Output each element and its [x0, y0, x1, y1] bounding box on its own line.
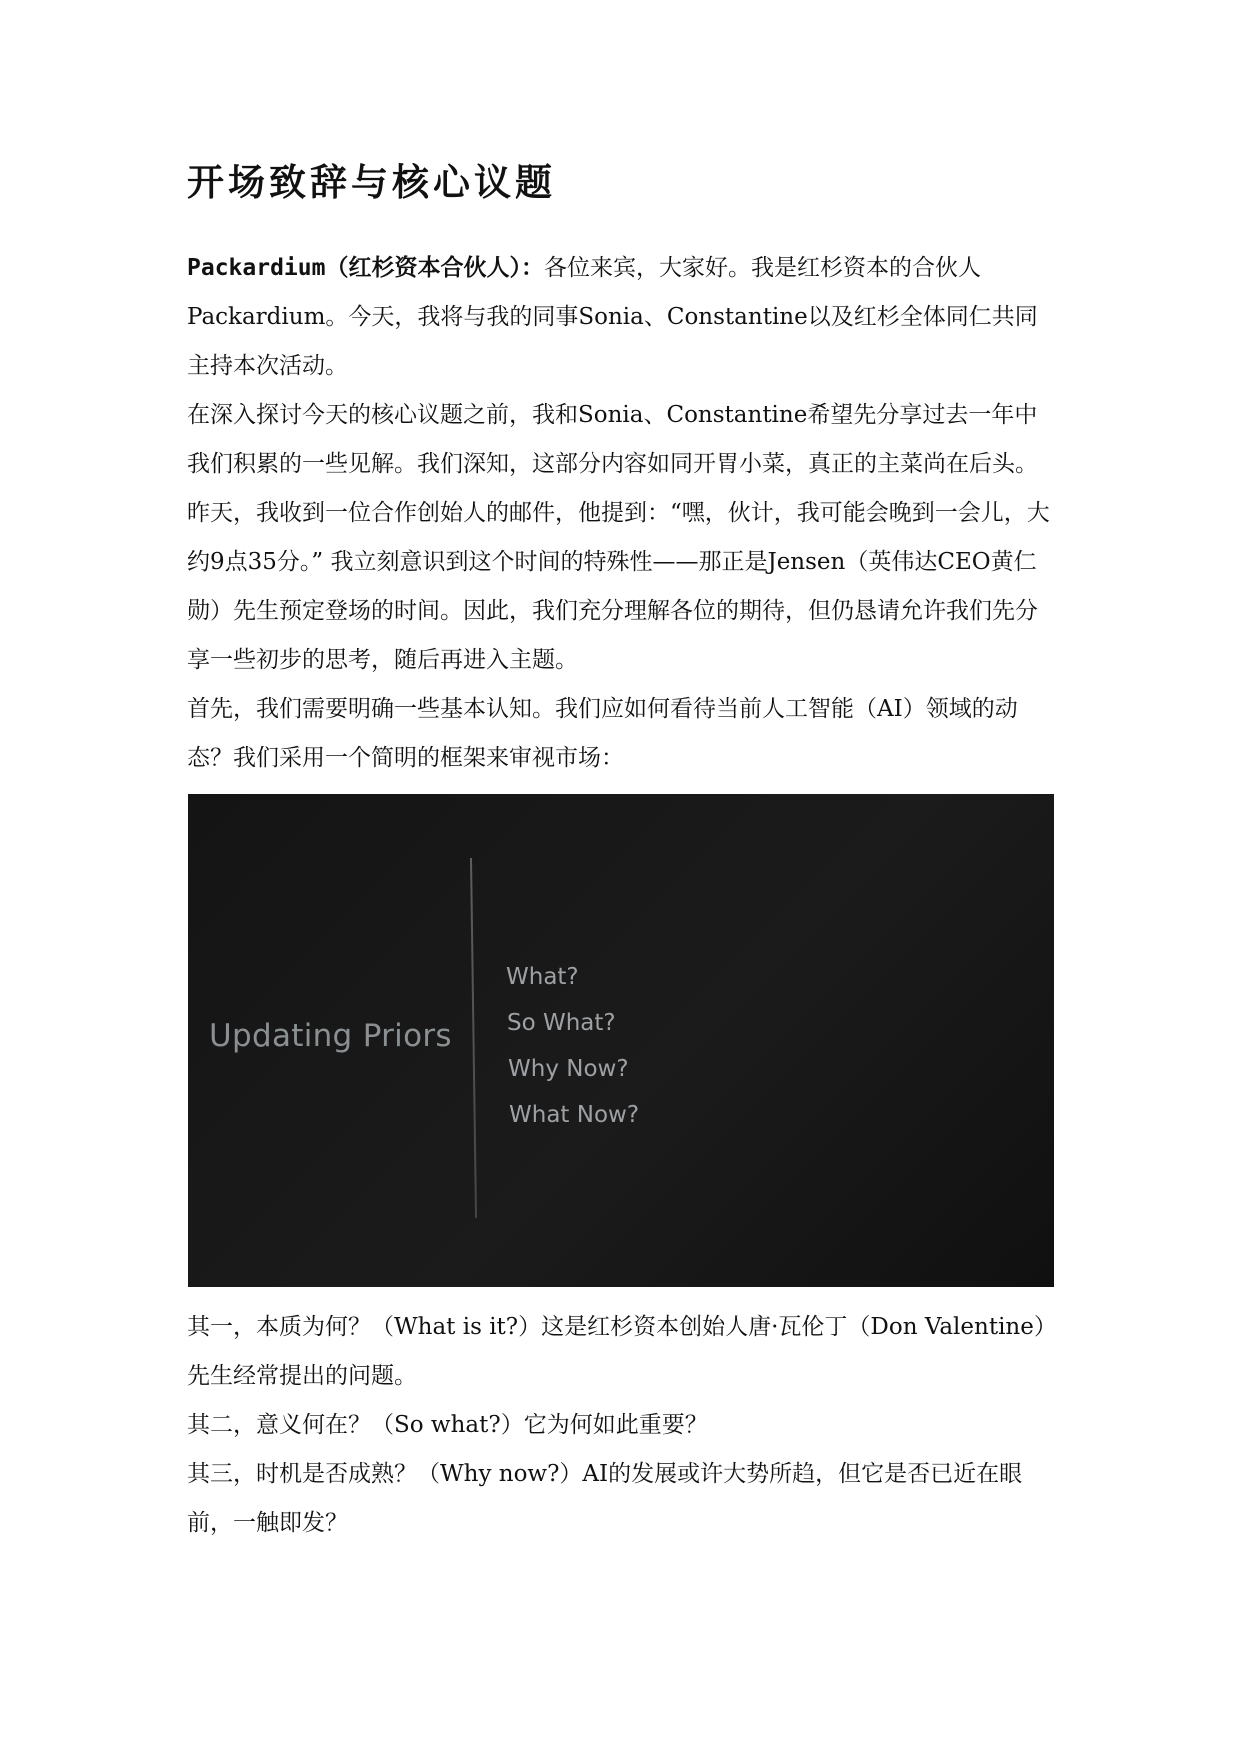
- slide-divider-line: [470, 858, 477, 1218]
- slide-question-item: What?: [506, 964, 579, 990]
- framework-intro-paragraph: 首先，我们需要明确一些基本认知。我们应如何看待当前人工智能（AI）领域的动态？我们采用一个简明的框架来审视市场：: [187, 696, 1018, 771]
- question-why-now: 其三，时机是否成熟？（Why now?）AI的发展或许大势所趋，但它是否已近在眼前，一触即发？: [187, 1461, 1023, 1536]
- slide-question-item: Why Now?: [508, 1056, 629, 1082]
- speaker-label: Packardium（红杉资本合伙人）：: [187, 255, 544, 281]
- slide-title: Updating Priors: [209, 1018, 452, 1054]
- context-paragraph: 在深入探讨今天的核心议题之前，我和Sonia、Constantine希望先分享过去一年中我们积累的一些见解。我们深知，这部分内容如同开胃小菜，真正的主菜尚在后头。昨天，我收到一位合作创始人的邮件，他提到：“嘿，伙计，我可能会晚到一会儿，大约9点35分。” 我立刻意识到这个时间的特殊性——那正是Jensen（英伟达CEO黄仁勋）先生预定登场的时间。因此，我们充分理解各位的期待，但仍恳请允许我们先分享一些初步的思考，随后再进入主题。: [187, 402, 1050, 673]
- questions-text-block: [187, 1303, 1057, 1548]
- slide-photo: [188, 794, 1054, 1287]
- intro-paragraph: [187, 244, 1057, 391]
- slide-question-item: What Now?: [509, 1102, 640, 1128]
- question-so-what: 其二，意义何在？（So what?）它为何如此重要？: [187, 1412, 708, 1438]
- question-what: 其一，本质为何？（What is it?）这是红杉资本创始人唐·瓦伦丁（Don Valentine）先生经常提出的问题。: [187, 1314, 1057, 1389]
- section-title: 开场致辞与核心议题: [187, 161, 556, 204]
- intro-paragraph-text: 各位来宾，大家好。我是红杉资本的合伙人Packardium。今天，我将与我的同事Sonia、Constantine以及红杉全体同仁共同主持本次活动。: [187, 255, 1038, 379]
- slide-question-item: So What?: [507, 1010, 616, 1036]
- slide-question-list: [506, 954, 639, 1138]
- intro-text-block: [187, 244, 1057, 783]
